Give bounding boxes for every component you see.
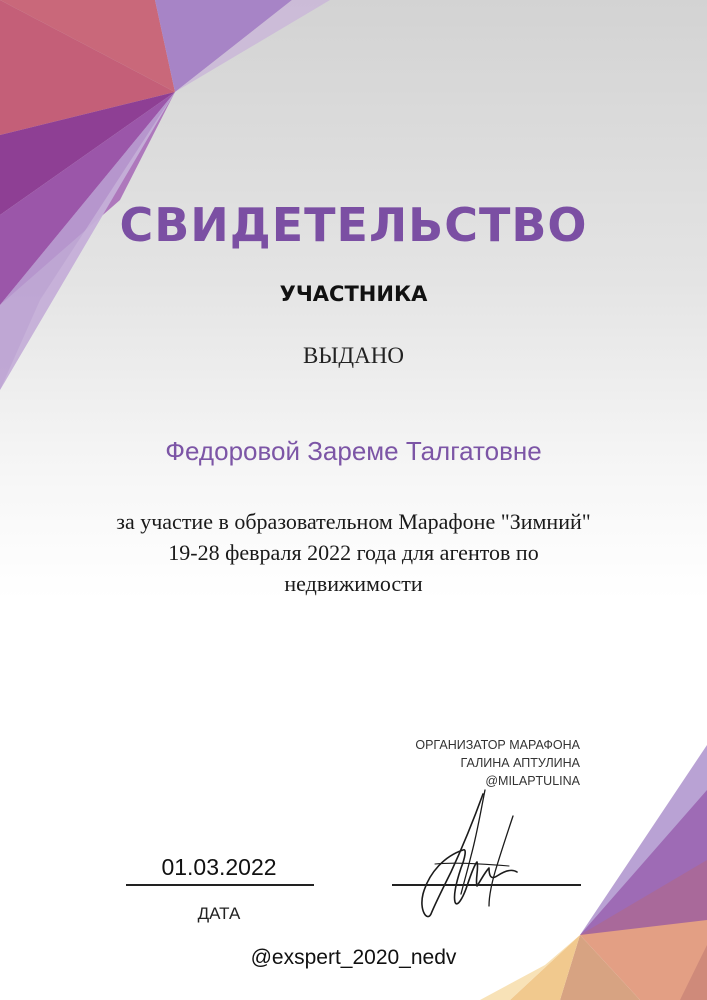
certificate-subtitle: УЧАСТНИКА [279, 282, 428, 306]
reason-line: недвижимости [284, 571, 423, 596]
recipient-name: Федоровой Зареме Талгатовне [165, 436, 542, 466]
footer-handle: @exspert_2020_nedv [250, 946, 457, 969]
organizer-handle: @MILAPTULINA [485, 774, 580, 788]
certificate-title: СВИДЕТЕЛЬСТВО [119, 198, 588, 252]
reason-line: 19-28 февраля 2022 года для агентов по [168, 540, 539, 565]
date-label: ДАТА [197, 904, 241, 923]
reason-line: за участие в образовательном Марафоне "Зимний" [116, 509, 591, 534]
signature-icon [405, 776, 535, 926]
signature-underline [392, 884, 581, 886]
organizer-role: ОРГАНИЗАТОР МАРАФОНА [415, 738, 580, 752]
date-underline [126, 884, 314, 886]
issued-label: ВЫДАНО [303, 343, 404, 368]
date-value: 01.03.2022 [161, 854, 277, 880]
organizer-name: ГАЛИНА АПТУЛИНА [460, 756, 580, 770]
certificate-reason [40, 506, 667, 599]
